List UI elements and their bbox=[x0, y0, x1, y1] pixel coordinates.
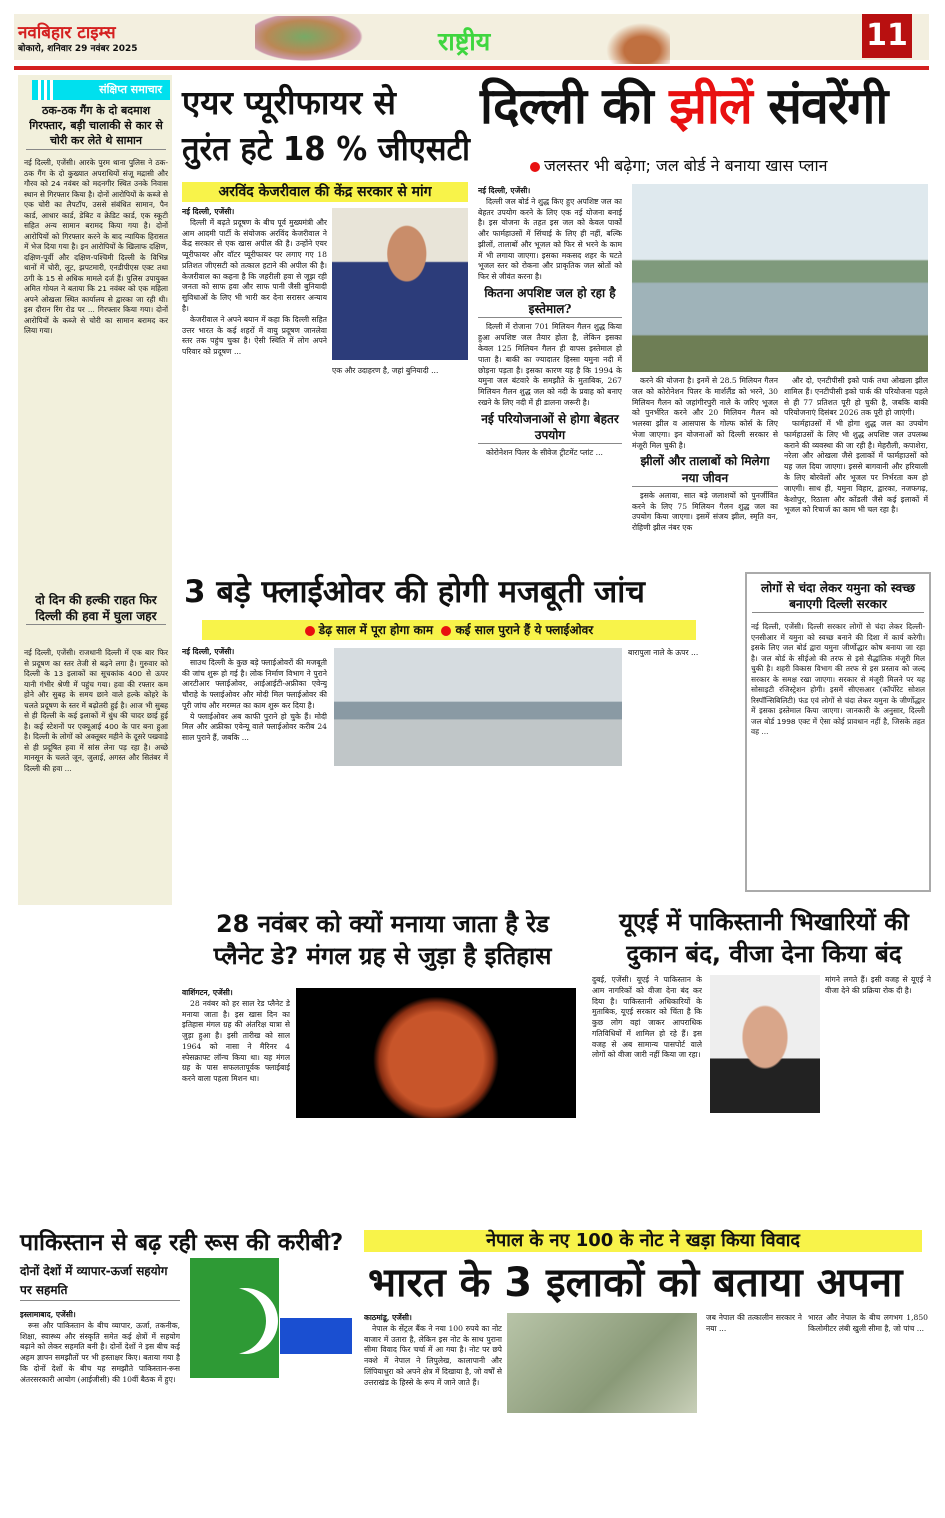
mars-body-col1 bbox=[182, 988, 290, 1213]
nepal-kicker: नेपाल के नए 100 के नोट ने खड़ा किया विवाद bbox=[364, 1230, 922, 1252]
dateline: नई दिल्ली, एजेंसी। bbox=[182, 647, 235, 656]
crosshead: नई परियोजनाओं से होगा बेहतर उपयोग bbox=[478, 411, 622, 444]
nepal-banknote-image bbox=[507, 1313, 697, 1413]
uae-body-col3: मांगने लगते हैं। इसी वजह से यूएई ने वीजा देने की प्रक्रिया रोक दी है। bbox=[825, 975, 931, 995]
headline-highlight: झीलें bbox=[669, 77, 752, 135]
statue-image bbox=[600, 18, 670, 64]
flyover-headline: 3 बड़े फ्लाईओवर की होगी मजबूती जांच bbox=[184, 574, 645, 610]
russia-subhead: दोनों देशों में व्यापार-ऊर्जा सहयोग पर सहमति bbox=[20, 1262, 180, 1301]
nepal-headline: भारत के 3 इलाकों को बताया अपना bbox=[368, 1260, 903, 1306]
headline-part: दिल्ली की bbox=[480, 77, 670, 135]
purifier-headline-line2: तुरंत हटे 18 % जीएसटी bbox=[182, 129, 470, 168]
paragraph: दिल्ली में बढ़ते प्रदूषण के बीच पूर्व मुख्यमंत्री और आम आदमी पार्टी के संयोजक अरविंद केजरीवाल ने केंद्र सरकार से एक खास अपील की है। उन्होंने एयर प्यूरीफायर और वॉटर प्यूरीफायर पर लगाए गए 18 प्रतिशत जीएसटी को तत्काल हटाने की अपील की है। केजरीवाल का कहना है कि जहरीली हवा से जूझ रही जनता को साफ हवा और साफ पानी जैसी बुनियादी सुविधाओं के लिए भी भारी कर देना सरासर अन्याय है। bbox=[182, 217, 327, 314]
uae-headline: यूएई में पाकिस्तानी भिखारियों की दुकान बंद, वीजा देना किया बंद bbox=[619, 908, 909, 969]
sidebar-story-1-headline: ठक-ठक गैंग के दो बदमाश गिरफ्तार, बड़ी चालाकी से कार से चोरी कर लेते थे सामान bbox=[26, 104, 166, 150]
dateline: नई दिल्ली, एजेंसी। bbox=[182, 207, 235, 216]
crescent-icon bbox=[212, 1288, 278, 1354]
paragraph: इसके अलावा, सात बड़े जलाशयों को पुनर्जीवित करने के लिए 75 मिलियन गैलन शुद्ध जल का उपयोग किया जाएगा। इसमें संजय झील, स्मृति वन, रोहिणी झील नंबर एक bbox=[632, 490, 778, 533]
issue-date: बोकारो, शनिवार 29 नवंबर 2025 bbox=[18, 44, 138, 54]
pm-photo bbox=[710, 975, 820, 1113]
yamuna-body: नई दिल्ली, एजेंसी। दिल्ली सरकार लोगों से चंदा लेकर दिल्ली-एनसीआर में यमुना को स्वच्छ बनाने की दिशा में कार्य करेगी। इसके लिए जल बोर्ड द्वारा यमुना जीर्णोद्धार कोष बनाया जा रहा है। जल बोर्ड के सीईओ की तरफ से इसे सैद्धांतिक मंजूरी मिल चुकी है। शहरी विकास विभाग की तरफ से इस प्रस्ताव को जल्द सरकार के समक्ष रखा जाएगा। सरकार से मंजूरी मिलने पर यह सोसाइटी रजिस्ट्रेशन होगी। इसमें सीएसआर (कॉर्पोरेट सोशल रिस्पॉन्सिबिलिटी) फंड एवं लोगों से चंदा लेकर यमुना के जीर्णोद्धार में इसका इस्तेमाल किया जाएगा। जानकारी के अनुसार, दिल्ली जल बोर्ड 1998 एक्ट में ऐसा कोई प्रावधान नहीं है, जिसके तहत वह ... bbox=[751, 622, 925, 737]
flyover-subhead bbox=[202, 620, 696, 640]
lakes-subhead bbox=[530, 154, 828, 176]
purifier-body-col1 bbox=[182, 207, 327, 557]
nepal-body-col1 bbox=[364, 1313, 502, 1503]
bullet-dot-icon bbox=[441, 626, 451, 636]
page-number: 11 bbox=[862, 14, 912, 58]
paragraph: नेपाल के सेंट्रल बैंक ने नया 100 रुपये का नोट बाजार में उतारा है, लेकिन इस नोट के साथ पुराना सीमा विवाद फिर चर्चा में आ गया है। नोट पर छपे नक्शे में नेपाल ने लिपुलेख, कालापानी और लिंपियाधुरा को अपने क्षेत्र में दिखाया है, जो वर्षों से उत्तराखंड के हिस्से के रूप में जाने जाते हैं। bbox=[364, 1323, 502, 1387]
bullet-dot-icon bbox=[530, 162, 540, 172]
sidebar-story-2-body: नई दिल्ली, एजेंसी। राजधानी दिल्ली में एक बार फिर से प्रदूषण का स्तर तेजी से बढ़ने लगा है। गुरुवार को दिल्ली के 13 इलाकों का सूचकांक 400 से ऊपर यानी गंभीर श्रेणी में पहुंच गया। हवा की रफ्तार कम होने और सुबह के समय छाने वाले हल्के कोहरे के चलते प्रदूषण के स्तर में बढ़ोतरी हुई है। आज भी सुबह से ही दिल्ली के कई इलाकों में धुंध की चादर छाई हुई है। कई स्टेशनों पर एक्यूआई 400 के पार बना हुआ है। दिल्ली के लोगों को अक्तूबर महीने के दूसरे पखवाड़े से ही प्रदूषित हवा में सांस लेना पड़ रहा है। अच्छे मानसून के चलते जून, जुलाई, अगस्त और सितंबर में दिल्ली की हवा ... bbox=[24, 648, 168, 773]
pakistan-russia-flags-image bbox=[190, 1258, 352, 1378]
headline-part: संवरेंगी bbox=[751, 77, 888, 135]
russia-headline: पाकिस्तान से बढ़ रही रूस की करीबी? bbox=[20, 1230, 344, 1256]
subhead-text: जलस्तर भी बढ़ेगा; जल बोर्ड ने बनाया खास प्लान bbox=[544, 156, 828, 175]
crosshead: कितना अपशिष्ट जल हो रहा है इस्तेमाल? bbox=[478, 285, 622, 318]
paragraph: कोरोनेशन पिलर के सीवेज ट्रीटमेंट प्लांट ... bbox=[486, 448, 603, 458]
russia-body bbox=[20, 1310, 180, 1500]
mars-photo bbox=[296, 988, 576, 1118]
sidebar-title: संक्षिप्त समाचार bbox=[32, 80, 170, 100]
paragraph: दिल्ली जल बोर्ड ने शुद्ध किए हुए अपशिष्ट जल का बेहतर उपयोग करने के लिए एक नई योजना बनाई है। इस योजना के तहत इस जल को केवल पार्कों और फार्महाउसों में सिंचाई के लिए ही नहीं, बल्कि झीलों, तालाबों और भूजल को फिर से भरने के काम में भी लगाया जाएगा। इसका मकसद शहर के घटते भूजल स्तर को रोकना और प्राकृतिक जल स्रोतों को फिर से जीवंत करना है। bbox=[478, 196, 622, 282]
lake-photo bbox=[632, 184, 928, 372]
paragraph: करने की योजना है। इनमें से 28.5 मिलियन गैलन जल को कोरोनेशन पिलर के मार्शलैंड को भरने, 30 मिलियन गैलन को जहांगीरपुरी नाले के जरिए भूजल को पुनर्भरित करने और 20 मिलियन गैलन को भलस्वा झील व आसपास के गोल्फ कोर्स के लिए भेजा जाएगा। इन योजनाओं को दिल्ली सरकार से मंजूरी मिल चुकी है। bbox=[632, 376, 778, 450]
crosshead: झीलों और तालाबों को मिलेगा नया जीवन bbox=[632, 453, 778, 486]
subhead-text: कई साल पुराने हैं ये फ्लाईओवर bbox=[455, 623, 594, 637]
subhead-text: डेढ़ साल में पूरा होगा काम bbox=[318, 623, 434, 637]
paragraph: और दो, एनटीपीसी इको पार्क तथा ओखला झील शामिल हैं। एनटीपीसी इको पार्क की परियोजना पहले से ही 77 प्रतिशत पूरी हो चुकी है, जबकि बाकी परियोजनाएं दिसंबर 2026 तक पूरी हो जाएंगी। bbox=[784, 376, 928, 418]
lakes-body-col2 bbox=[632, 376, 778, 556]
state-map-image bbox=[255, 16, 365, 62]
paragraph: 28 नवंबर को हर साल रेड प्लैनेट डे मनाया जाता है। इस खास दिन का इतिहास मंगल ग्रह की अंतरिक्ष यात्रा से जुड़ा हुआ है। इसी तारीख को साल 1964 को नासा ने मैरिनर 4 स्पेसक्राफ्ट लॉन्च किया था। यह मंगल ग्रह के पास सफलतापूर्वक फ्लाईबाई करने वाला पहला मिशन था। bbox=[182, 998, 290, 1084]
sidebar-story-2-headline: दो दिन की हल्की राहत फिर दिल्ली की हवा में घुला जहर bbox=[26, 592, 166, 625]
newspaper-name: नवबिहार टाइम्स bbox=[18, 23, 116, 43]
paragraph: फार्महाउसों में भी होगा शुद्ध जल का उपयोग फार्महाउसों के लिए भी शुद्ध अपशिष्ट जल उपलब्ध कराने की व्यवस्था की जा रही है। मेहरौली, कपाशेरा, नरेला और ओखला जैसे इलाकों में फार्महाउसों को यह जल दिया जाएगा। इससे बागवानी और हरियाली के लिए बोरवेलों और भूजल पर निर्भरता कम हो जाएगी। साथ ही, यमुना विहार, द्वारका, नजफगढ़, केशोपुर, रिठाला और कोंडली जैसे कई इलाकों में भूजल को रिचार्ज का काम भी चल रहा है। bbox=[784, 419, 928, 515]
purifier-body-col2: एक और उदाहरण है, जहां बुनियादी ... bbox=[332, 366, 439, 375]
nepal-body-col4: भारत और नेपाल के बीच लगभग 1,850 किलोमीटर लंबी खुली सीमा है, जो पांच ... bbox=[808, 1313, 928, 1333]
section-title: राष्ट्रीय bbox=[438, 27, 491, 56]
lakes-headline bbox=[480, 78, 887, 136]
dateline: नई दिल्ली, एजेंसी। bbox=[478, 186, 531, 195]
lakes-body-col3 bbox=[784, 376, 928, 556]
paragraph: साउथ दिल्ली के कुछ बड़े फ्लाईओवरों की मजबूती की जांच शुरू हो गई है। लोक निर्माण विभाग ने पुराने आरटीआर फ्लाईओवर, आईआईटी-अफ्रीका एवेन्यू चौराहे के फ्लाईओवर और मोदी मिल फ्लाईओवर की पूरी जांच और मरम्मत का काम शुरू कर दिया है। bbox=[182, 657, 327, 710]
divider bbox=[14, 66, 929, 70]
flyover-body-col3: बारापुला नाले के ऊपर ... bbox=[628, 648, 699, 657]
kejriwal-photo bbox=[332, 208, 468, 360]
sidebar-story-1-body: नई दिल्ली, एजेंसी। आरके पुरम थाना पुलिस ने ठक-ठक गैंग के दो कुख्यात अपराधियों संजू मद्रासी और गौरव को 24 नवंबर को मदनगीर स्थित उनके निवास स्थान से गिरफ्तार किया है। दोनों आरोपियों के कब्जे से एक चोरी का लैपटॉप, उससे संबंधित सामान, पैन कार्ड, आधार कार्ड, डेबिट व क्रेडिट कार्ड, एक स्कूटी सहित अन्य सामान बरामद किया गया है। दोनों आरोपियों को गिरफ्तार करने के बाद न्यायिक हिरासत में भेज दिया गया है। इन आरोपियों के खिलाफ दक्षिण, दक्षिण-पूर्वी और दक्षिण-पश्चिमी दिल्ली के विभिन्न थानों में चोरी, लूट, झपटमारी, एनडीपीएस एक्ट तथा ठगी के 15 से अधिक मामले दर्ज हैं। पुलिस उपायुक्त अमित गोयल ने बताया कि 21 नवंबर को एक महिला अपने ओखला स्थित कार्यालय से द्वारका जा रही थी। इस दौरान रिंग रोड पर ... गिरफ्तार किया गया। दोनों आरोपियों के कब्जे से चोरी का सामान बरामद कर लिया गया। bbox=[24, 158, 168, 336]
nepal-body-col3: जब नेपाल की तत्कालीन सरकार ने नया ... bbox=[706, 1313, 802, 1333]
purifier-subhead: अरविंद केजरीवाल की केंद्र सरकार से मांग bbox=[182, 182, 468, 202]
uae-body-col1: दुबई, एजेंसी। यूएई ने पाकिस्तान के आम नागरिकों को वीजा देना बंद कर दिया है। पाकिस्तानी अधिकारियों के मुताबिक, यूएई सरकार को चिंता है कि कुछ लोग वहां जाकर आपराधिक गतिविधियों में शामिल हो रहे हैं। इस वजह से अब सामान्य पासपोर्ट वाले लोगों को वीजा जारी नहीं किया जा रहा। bbox=[592, 975, 702, 1060]
purifier-headline-line1: एयर प्यूरीफायर से bbox=[182, 83, 396, 122]
dateline: वाशिंगटन, एजेंसी। bbox=[182, 988, 233, 997]
yamuna-headline: लोगों से चंदा लेकर यमुना को स्वच्छ बनाएगी दिल्ली सरकार bbox=[752, 580, 924, 613]
flyover-photo bbox=[334, 648, 622, 766]
russia-flag-stripe bbox=[280, 1318, 352, 1354]
paragraph: रूस और पाकिस्तान के बीच व्यापार, ऊर्जा, तकनीक, शिक्षा, स्वास्थ्य और संस्कृति समेत कई क्षेत्रों में सहयोग बढ़ाने को लेकर सहमति बनी है। दोनों देशों ने इस बीच कई अहम ज्ञापन समझौतों पर भी हस्ताक्षर किए। बताया गया है कि दोनों देशों के बीच यह समझौते पाकिस्तान-रूस अंतरसरकारी आयोग (आईजीसी) की 10वीं बैठक में हुए। bbox=[20, 1320, 180, 1384]
paragraph: दिल्ली में रोजाना 701 मिलियन गैलन शुद्ध किया हुआ अपशिष्ट जल तैयार होता है, लेकिन इसका केवल 125 मिलियन गैलन ही वापस इस्तेमाल हो पाता है। बाकी का ज्यादातर हिस्सा यमुना नदी में छोड़ना पड़ता है। इसका कारण यह है कि 1994 के यमुना जल बंटवारे के समझौते के मुताबिक, 267 मिलियन गैलन शुद्ध जल को नदी के प्रवाह को बनाए रखने के लिए नदी में ही डालना जरूरी है। bbox=[478, 322, 622, 407]
paragraph: ये फ्लाईओवर अब काफी पुराने हो चुके हैं। मोदी मिल और अफ्रीका एवेन्यू वाले फ्लाईओवर करीब 24 साल पुराने हैं, जबकि ... bbox=[182, 711, 327, 743]
bullet-dot-icon bbox=[305, 626, 315, 636]
mars-headline: 28 नवंबर को क्यों मनाया जाता है रेड प्लैनेट डे? मंगल ग्रह से जुड़ा है इतिहास bbox=[213, 910, 552, 971]
paragraph: केजरीवाल ने अपने बयान में कहा कि दिल्ली सहित उत्तर भारत के कई शहरों में वायु प्रदूषण जानलेवा स्तर तक पहुंच चुका है। ऐसी स्थिति में लोग अपने परिवार को प्रदूषण ... bbox=[182, 314, 327, 357]
dateline: इस्लामाबाद, एजेंसी। bbox=[20, 1310, 76, 1319]
lakes-body-col1 bbox=[478, 186, 622, 556]
flyover-body-col1 bbox=[182, 647, 327, 887]
dateline: काठमांडू, एजेंसी। bbox=[364, 1313, 412, 1322]
